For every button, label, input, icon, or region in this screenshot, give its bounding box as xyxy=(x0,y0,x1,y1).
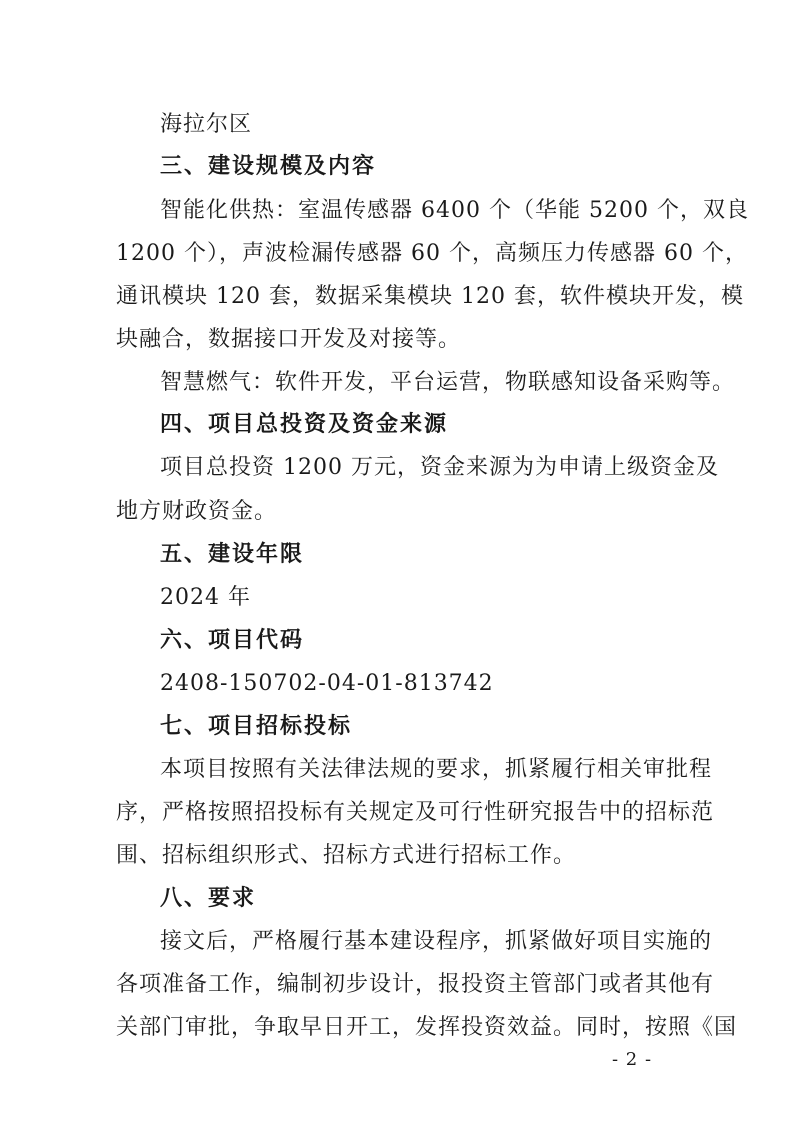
text-line: 地方财政资金。 xyxy=(116,499,278,524)
section-heading-5: 五、建设年限 xyxy=(160,542,305,567)
text-line: 通讯模块 120 套，数据采集模块 120 套，软件模块开发，模 xyxy=(116,284,744,309)
text-line: 海拉尔区 xyxy=(160,112,253,137)
text-line: 各项准备工作，编制初步设计，报投资主管部门或者其他有 xyxy=(116,972,715,997)
project-code: 2408-150702-04-01-813742 xyxy=(160,671,494,696)
page-number: - 2 - xyxy=(612,1049,653,1070)
text-line: 围、招标组织形式、招标方式进行招标工作。 xyxy=(116,843,577,868)
text-line: 智能化供热：室温传感器 6400 个（华能 5200 个，双良 xyxy=(160,198,749,223)
text-line: 序，严格按照招投标有关规定及可行性研究报告中的招标范 xyxy=(116,800,715,825)
text-line: 1200 个），声波检漏传感器 60 个，高频压力传感器 60 个， xyxy=(116,241,748,266)
section-heading-6: 六、项目代码 xyxy=(160,628,305,653)
text-line: 块融合，数据接口开发及对接等。 xyxy=(116,327,462,352)
text-line: 关部门审批，争取早日开工，发挥投资效益。同时，按照《国 xyxy=(116,1015,738,1040)
section-heading-3: 三、建设规模及内容 xyxy=(160,154,377,179)
section-heading-7: 七、项目招标投标 xyxy=(160,714,353,739)
section-heading-4: 四、项目总投资及资金来源 xyxy=(160,412,449,437)
text-line: 本项目按照有关法律法规的要求，抓紧履行相关审批程 xyxy=(160,757,713,782)
text-line: 智慧燃气：软件开发，平台运营，物联感知设备采购等。 xyxy=(160,370,736,395)
text-line: 接文后，严格履行基本建设程序，抓紧做好项目实施的 xyxy=(160,929,713,954)
section-heading-8: 八、要求 xyxy=(160,886,257,911)
text-line: 项目总投资 1200 万元，资金来源为为申请上级资金及 xyxy=(160,455,719,480)
text-line: 2024 年 xyxy=(160,585,251,610)
